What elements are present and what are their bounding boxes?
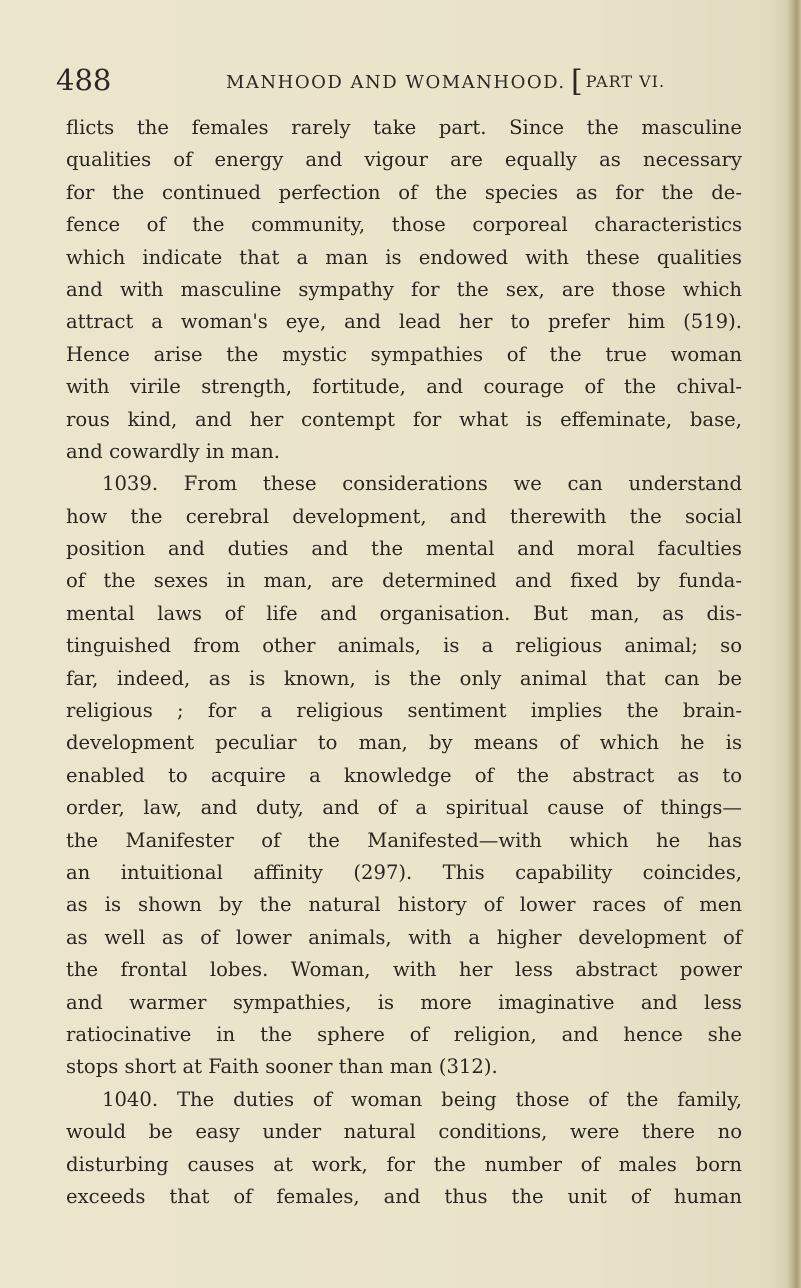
part-label: PART VI. [585,72,666,91]
text-line: would be easy under natural conditions, were there no [66,1120,742,1144]
text-line: flicts the females rarely take part. Since the masculine [66,116,742,139]
text-line: of the sexes in man, are determined and fixed by funda- [66,569,742,593]
body-text [66,112,742,1213]
text-line: disturbing causes at work, for the number of males born [66,1152,742,1176]
text-line: qualities of energy and vigour are equally as necessary [66,148,742,172]
text-line: exceeds that of females, and thus the unit of human [66,1184,742,1208]
page-number: 488 [56,63,112,97]
text-line: tinguished from other animals, is a religious animal; so [66,634,742,658]
text-line: as well as of lower animals, with a higher development of [66,925,742,949]
text-line: an intuitional affinity (297). This capability coincides, [66,860,742,884]
text-line: development peculiar to man, by means of which he is [66,731,742,755]
text-line: order, law, and duty, and of a spiritual cause of things— [66,796,742,820]
text-line: with virile strength, fortitude, and courage of the chival- [66,375,742,399]
text-line: how the cerebral development, and therewith the social [66,504,742,528]
text-line: rous kind, and her contempt for what is effeminate, base, [66,407,742,431]
text-line: 1040. The duties of woman being those of the family, [102,1087,742,1111]
part-label-wrapper: [ PART VI. [571,64,666,99]
text-line: fence of the community, those corporeal characteristics [66,213,742,237]
text-line: mental laws of life and organisation. But man, as dis- [66,601,742,625]
page-header [56,62,736,102]
text-line: enabled to acquire a knowledge of the abstract as to [66,763,742,787]
running-title: MANHOOD AND WOMANHOOD. [226,72,566,93]
text-line: the Manifester of the Manifested—with which he has [66,828,742,852]
text-line: attract a woman's eye, and lead her to prefer him (519). [66,310,742,334]
text-line: stops short at Faith sooner than man (312). [66,1055,498,1079]
text-line: for the continued perfection of the species as for the de- [66,180,742,204]
text-line: and warmer sympathies, is more imaginative and less [66,990,742,1014]
text-line: and cowardly in man. [66,439,280,463]
text-line: far, indeed, as is known, is the only animal that can be [66,666,742,690]
page-edge [787,0,801,1288]
text-line: religious ; for a religious sentiment implies the brain- [66,699,742,723]
text-line: position and duties and the mental and moral faculties [66,537,742,561]
text-line: Hence arise the mystic sympathies of the true woman [66,342,742,366]
text-line: and with masculine sympathy for the sex, are those which [66,277,742,301]
text-line: the frontal lobes. Woman, with her less abstract power [66,958,742,982]
text-line: which indicate that a man is endowed with these qualities [66,245,742,269]
text-line: as is shown by the natural history of lower races of men [66,893,742,917]
text-line: 1039. From these considerations we can understand [102,472,742,496]
text-line: ratiocinative in the sphere of religion, and hence she [66,1022,742,1046]
